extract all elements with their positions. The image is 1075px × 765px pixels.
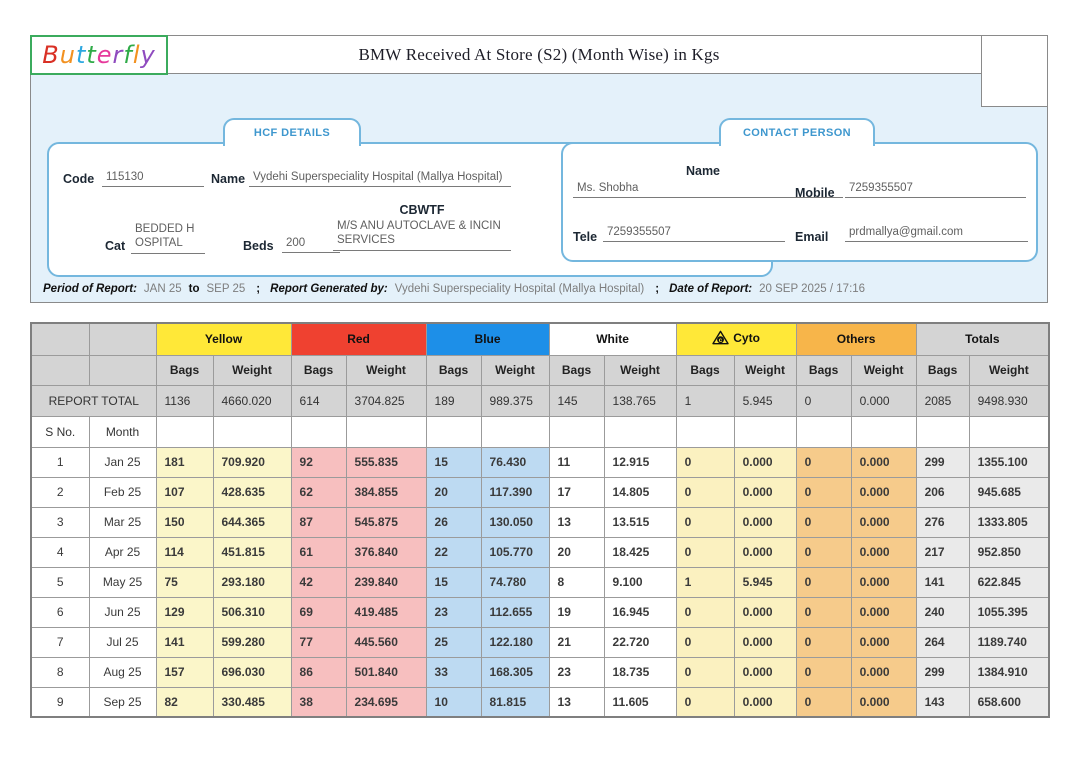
value-cell-blue-bags: 23	[426, 597, 481, 627]
value-cell-totals-weight: 1189.740	[969, 627, 1049, 657]
value-cell-cyto-bags: 0	[676, 507, 734, 537]
tele-label: Tele	[573, 230, 598, 244]
month-cell: Aug 25	[89, 657, 156, 687]
value-cell-red-weight: 239.840	[346, 567, 426, 597]
value-cell-totals-bags: 141	[916, 567, 969, 597]
code-label: Code	[63, 172, 95, 186]
report-total-cell: 5.945	[734, 385, 796, 416]
value-cell-yellow-bags: 75	[156, 567, 213, 597]
value-cell-blue-bags: 22	[426, 537, 481, 567]
value-cell-red-bags: 92	[291, 447, 346, 477]
period-of-report-label: Period of Report:	[43, 283, 137, 295]
value-cell-totals-bags: 143	[916, 687, 969, 717]
blank-cell	[346, 416, 426, 447]
logo-letter: B	[42, 41, 60, 69]
value-cell-yellow-bags: 157	[156, 657, 213, 687]
table-row-apr-25	[31, 537, 1049, 567]
report-total-cell: 189	[426, 385, 481, 416]
bmw-monthwise-table	[30, 322, 1050, 718]
corner-empty-cell	[89, 323, 156, 355]
period-to-word: to	[188, 283, 200, 295]
cat-value: BEDDED HOSPITAL	[131, 222, 205, 254]
report-total-cell: 145	[549, 385, 604, 416]
logo-letter: e	[96, 41, 113, 69]
value-cell-white-weight: 9.100	[604, 567, 676, 597]
value-cell-cyto-bags: 0	[676, 477, 734, 507]
corner-placeholder-box	[981, 35, 1048, 107]
beds-value: 200	[282, 237, 340, 253]
value-cell-white-bags: 13	[549, 687, 604, 717]
month-cell: Jul 25	[89, 627, 156, 657]
value-cell-red-weight: 419.485	[346, 597, 426, 627]
date-of-report-label: Date of Report:	[669, 283, 753, 295]
value-cell-others-weight: 0.000	[851, 687, 916, 717]
blank-cell	[734, 416, 796, 447]
value-cell-totals-bags: 276	[916, 507, 969, 537]
cbwtf-label: CBWTF	[399, 203, 445, 217]
logo-letter: l	[132, 41, 141, 69]
table-row-aug-25	[31, 657, 1049, 687]
subheader-bags-others: Bags	[796, 355, 851, 385]
subheader-weight-white: Weight	[604, 355, 676, 385]
value-cell-white-weight: 16.945	[604, 597, 676, 627]
group-header-yellow: Yellow	[156, 323, 291, 355]
sno-cell: 2	[31, 477, 89, 507]
value-cell-blue-weight: 112.655	[481, 597, 549, 627]
value-cell-others-weight: 0.000	[851, 507, 916, 537]
value-cell-yellow-weight: 599.280	[213, 627, 291, 657]
value-cell-red-weight: 545.875	[346, 507, 426, 537]
value-cell-totals-weight: 1355.100	[969, 447, 1049, 477]
value-cell-white-weight: 18.735	[604, 657, 676, 687]
separator: ;	[256, 283, 261, 295]
value-cell-white-weight: 11.605	[604, 687, 676, 717]
report-total-cell: 1136	[156, 385, 213, 416]
blank-cell	[916, 416, 969, 447]
value-cell-cyto-weight: 0.000	[734, 537, 796, 567]
report-total-cell: 3704.825	[346, 385, 426, 416]
group-header-blue: Blue	[426, 323, 549, 355]
value-cell-red-bags: 61	[291, 537, 346, 567]
hcf-name-value: Vydehi Superspeciality Hospital (Mallya Hospital)	[249, 171, 511, 187]
report-total-cell: 4660.020	[213, 385, 291, 416]
value-cell-totals-weight: 1055.395	[969, 597, 1049, 627]
value-cell-yellow-bags: 107	[156, 477, 213, 507]
value-cell-blue-bags: 33	[426, 657, 481, 687]
value-cell-others-weight: 0.000	[851, 477, 916, 507]
value-cell-white-weight: 14.805	[604, 477, 676, 507]
value-cell-others-weight: 0.000	[851, 597, 916, 627]
value-cell-yellow-weight: 428.635	[213, 477, 291, 507]
report-total-cell: 1	[676, 385, 734, 416]
value-cell-red-weight: 234.695	[346, 687, 426, 717]
sno-cell: 1	[31, 447, 89, 477]
value-cell-others-weight: 0.000	[851, 627, 916, 657]
value-cell-red-weight: 384.855	[346, 477, 426, 507]
value-cell-red-weight: 376.840	[346, 537, 426, 567]
group-header-cyto	[676, 323, 796, 355]
value-cell-cyto-weight: 0.000	[734, 657, 796, 687]
value-cell-others-bags: 0	[796, 537, 851, 567]
value-cell-red-bags: 87	[291, 507, 346, 537]
date-of-report-value: 20 SEP 2025 / 17:16	[759, 283, 866, 295]
blank-cell	[156, 416, 213, 447]
value-cell-white-bags: 23	[549, 657, 604, 687]
subheader-weight-others: Weight	[851, 355, 916, 385]
logo-letter: t	[75, 41, 87, 69]
value-cell-totals-weight: 945.685	[969, 477, 1049, 507]
blank-cell	[796, 416, 851, 447]
value-cell-yellow-weight: 451.815	[213, 537, 291, 567]
blank-cell	[851, 416, 916, 447]
month-cell: Apr 25	[89, 537, 156, 567]
value-cell-yellow-bags: 129	[156, 597, 213, 627]
value-cell-yellow-weight: 330.485	[213, 687, 291, 717]
value-cell-red-bags: 69	[291, 597, 346, 627]
value-cell-others-bags: 0	[796, 597, 851, 627]
value-cell-others-bags: 0	[796, 657, 851, 687]
value-cell-white-weight: 22.720	[604, 627, 676, 657]
logo-letter: f	[123, 41, 133, 69]
beds-label: Beds	[243, 239, 274, 253]
cbwtf-value: M/S ANU AUTOCLAVE & INCIN SERVICES	[333, 219, 511, 251]
blank-cell	[604, 416, 676, 447]
value-cell-others-bags: 0	[796, 477, 851, 507]
group-header-totals: Totals	[916, 323, 1049, 355]
value-cell-cyto-weight: 0.000	[734, 627, 796, 657]
value-cell-white-weight: 13.515	[604, 507, 676, 537]
sno-cell: 8	[31, 657, 89, 687]
value-cell-blue-weight: 74.780	[481, 567, 549, 597]
value-cell-cyto-weight: 0.000	[734, 477, 796, 507]
value-cell-red-bags: 62	[291, 477, 346, 507]
value-cell-cyto-weight: 0.000	[734, 687, 796, 717]
group-header-red: Red	[291, 323, 426, 355]
value-cell-cyto-bags: 0	[676, 687, 734, 717]
month-cell: Jun 25	[89, 597, 156, 627]
value-cell-totals-weight: 658.600	[969, 687, 1049, 717]
blank-cell	[969, 416, 1049, 447]
value-cell-totals-weight: 952.850	[969, 537, 1049, 567]
value-cell-others-bags: 0	[796, 567, 851, 597]
value-cell-cyto-bags: 0	[676, 627, 734, 657]
butterfly-logo-text	[42, 41, 156, 69]
value-cell-blue-weight: 130.050	[481, 507, 549, 537]
value-cell-blue-bags: 15	[426, 567, 481, 597]
table-row-sep-25	[31, 687, 1049, 717]
value-cell-others-bags: 0	[796, 507, 851, 537]
table-row-mar-25	[31, 507, 1049, 537]
report-generated-by-value: Vydehi Superspeciality Hospital (Mallya Hospital)	[394, 283, 645, 295]
mobile-label: Mobile	[795, 186, 835, 200]
month-cell: Sep 25	[89, 687, 156, 717]
value-cell-totals-bags: 264	[916, 627, 969, 657]
value-cell-others-weight: 0.000	[851, 537, 916, 567]
subheader-weight-yellow: Weight	[213, 355, 291, 385]
value-cell-yellow-bags: 141	[156, 627, 213, 657]
sno-cell: 7	[31, 627, 89, 657]
value-cell-yellow-weight: 293.180	[213, 567, 291, 597]
table-row-jun-25	[31, 597, 1049, 627]
subheader-bags-totals: Bags	[916, 355, 969, 385]
sno-cell: 5	[31, 567, 89, 597]
value-cell-red-bags: 77	[291, 627, 346, 657]
separator: ;	[655, 283, 660, 295]
value-cell-white-bags: 8	[549, 567, 604, 597]
blank-cell	[481, 416, 549, 447]
value-cell-blue-bags: 20	[426, 477, 481, 507]
hcf-details-tab-label: HCF DETAILS	[253, 127, 331, 139]
name-label: Name	[211, 172, 246, 186]
month-cell: Feb 25	[89, 477, 156, 507]
month-cell: Mar 25	[89, 507, 156, 537]
value-cell-cyto-weight: 0.000	[734, 597, 796, 627]
table-row-may-25	[31, 567, 1049, 597]
value-cell-blue-weight: 105.770	[481, 537, 549, 567]
value-cell-white-bags: 21	[549, 627, 604, 657]
svg-text:c: c	[718, 337, 723, 344]
value-cell-totals-bags: 206	[916, 477, 969, 507]
report-total-cell: 138.765	[604, 385, 676, 416]
email-label: Email	[795, 230, 829, 244]
value-cell-blue-weight: 76.430	[481, 447, 549, 477]
value-cell-totals-bags: 299	[916, 447, 969, 477]
table-row-jul-25	[31, 627, 1049, 657]
blank-cell	[213, 416, 291, 447]
subheader-bags-cyto: Bags	[676, 355, 734, 385]
report-total-label: REPORT TOTAL	[31, 385, 156, 416]
value-cell-white-bags: 13	[549, 507, 604, 537]
contact-person-tab-label: CONTACT PERSON	[742, 127, 852, 139]
contact-person-box	[561, 142, 1038, 262]
value-cell-totals-weight: 1384.910	[969, 657, 1049, 687]
value-cell-red-weight: 555.835	[346, 447, 426, 477]
report-generated-by-label: Report Generated by:	[270, 283, 388, 295]
value-cell-blue-weight: 81.815	[481, 687, 549, 717]
value-cell-yellow-bags: 114	[156, 537, 213, 567]
subheader-weight-totals: Weight	[969, 355, 1049, 385]
corner-empty-cell	[31, 355, 89, 385]
value-cell-white-bags: 20	[549, 537, 604, 567]
value-cell-cyto-weight: 0.000	[734, 447, 796, 477]
table-row-feb-25	[31, 477, 1049, 507]
value-cell-others-weight: 0.000	[851, 657, 916, 687]
group-header-label: Cyto	[733, 330, 760, 345]
subheader-weight-blue: Weight	[481, 355, 549, 385]
sno-cell: 9	[31, 687, 89, 717]
report-total-cell: 614	[291, 385, 346, 416]
blank-cell	[291, 416, 346, 447]
subheader-weight-red: Weight	[346, 355, 426, 385]
logo-letter: y	[140, 41, 156, 69]
value-cell-others-weight: 0.000	[851, 567, 916, 597]
value-cell-blue-bags: 15	[426, 447, 481, 477]
month-cell: Jan 25	[89, 447, 156, 477]
value-cell-red-weight: 501.840	[346, 657, 426, 687]
value-cell-yellow-weight: 644.365	[213, 507, 291, 537]
value-cell-others-bags: 0	[796, 687, 851, 717]
mobile-value: 7259355507	[845, 182, 1026, 198]
value-cell-cyto-bags: 1	[676, 567, 734, 597]
value-cell-white-bags: 11	[549, 447, 604, 477]
value-cell-totals-bags: 217	[916, 537, 969, 567]
value-cell-red-weight: 445.560	[346, 627, 426, 657]
value-cell-yellow-weight: 709.920	[213, 447, 291, 477]
value-cell-blue-bags: 25	[426, 627, 481, 657]
value-cell-blue-bags: 10	[426, 687, 481, 717]
table-row-jan-25	[31, 447, 1049, 477]
value-cell-totals-bags: 240	[916, 597, 969, 627]
report-total-cell: 0	[796, 385, 851, 416]
corner-empty-cell	[89, 355, 156, 385]
blank-cell	[549, 416, 604, 447]
value-cell-cyto-bags: 0	[676, 657, 734, 687]
group-header-white: White	[549, 323, 676, 355]
value-cell-blue-weight: 117.390	[481, 477, 549, 507]
sno-cell: 6	[31, 597, 89, 627]
period-from-value: JAN 25	[143, 283, 182, 295]
month-column-header: Month	[89, 416, 156, 447]
value-cell-yellow-bags: 150	[156, 507, 213, 537]
cat-label: Cat	[105, 239, 126, 253]
value-cell-yellow-weight: 696.030	[213, 657, 291, 687]
email-value: prdmallya@gmail.com	[845, 226, 1028, 242]
value-cell-totals-weight: 1333.805	[969, 507, 1049, 537]
value-cell-cyto-bags: 0	[676, 597, 734, 627]
butterfly-logo	[30, 35, 168, 75]
corner-empty-cell	[31, 323, 89, 355]
subheader-weight-cyto: Weight	[734, 355, 796, 385]
subheader-bags-red: Bags	[291, 355, 346, 385]
tele-value: 7259355507	[603, 226, 785, 242]
sno-cell: 3	[31, 507, 89, 537]
logo-letter: r	[112, 41, 124, 69]
value-cell-white-weight: 12.915	[604, 447, 676, 477]
value-cell-cyto-bags: 0	[676, 537, 734, 567]
hcf-details-tab	[223, 118, 361, 146]
value-cell-cyto-weight: 5.945	[734, 567, 796, 597]
contact-name-label: Name	[685, 164, 721, 178]
month-cell: May 25	[89, 567, 156, 597]
report-header-region	[30, 35, 1048, 303]
code-value: 115130	[102, 171, 204, 187]
logo-letter: u	[59, 41, 76, 69]
logo-letter: t	[86, 41, 97, 69]
value-cell-blue-weight: 168.305	[481, 657, 549, 687]
value-cell-white-bags: 17	[549, 477, 604, 507]
sno-column-header: S No.	[31, 416, 89, 447]
subheader-bags-blue: Bags	[426, 355, 481, 385]
page-title: BMW Received At Store (S2) (Month Wise) in Kgs	[358, 45, 720, 64]
value-cell-others-bags: 0	[796, 627, 851, 657]
title-row	[31, 36, 1047, 74]
cytotoxic-warning-icon	[712, 330, 729, 345]
value-cell-yellow-bags: 181	[156, 447, 213, 477]
report-total-cell: 9498.930	[969, 385, 1049, 416]
value-cell-white-weight: 18.425	[604, 537, 676, 567]
report-total-cell: 0.000	[851, 385, 916, 416]
report-meta-strip	[31, 276, 1047, 302]
value-cell-others-weight: 0.000	[851, 447, 916, 477]
value-cell-cyto-weight: 0.000	[734, 507, 796, 537]
period-to-value: SEP 25	[206, 283, 246, 295]
group-header-others: Others	[796, 323, 916, 355]
contact-name-value: Ms. Shobha	[573, 182, 843, 198]
sno-cell: 4	[31, 537, 89, 567]
report-total-cell: 2085	[916, 385, 969, 416]
subheader-bags-white: Bags	[549, 355, 604, 385]
value-cell-red-bags: 38	[291, 687, 346, 717]
subheader-bags-yellow: Bags	[156, 355, 213, 385]
contact-person-tab	[719, 118, 875, 146]
value-cell-red-bags: 42	[291, 567, 346, 597]
report-total-cell: 989.375	[481, 385, 549, 416]
value-cell-totals-weight: 622.845	[969, 567, 1049, 597]
value-cell-cyto-bags: 0	[676, 447, 734, 477]
value-cell-white-bags: 19	[549, 597, 604, 627]
blank-cell	[676, 416, 734, 447]
value-cell-totals-bags: 299	[916, 657, 969, 687]
value-cell-red-bags: 86	[291, 657, 346, 687]
value-cell-yellow-bags: 82	[156, 687, 213, 717]
value-cell-yellow-weight: 506.310	[213, 597, 291, 627]
blank-cell	[426, 416, 481, 447]
value-cell-others-bags: 0	[796, 447, 851, 477]
value-cell-blue-bags: 26	[426, 507, 481, 537]
value-cell-blue-weight: 122.180	[481, 627, 549, 657]
